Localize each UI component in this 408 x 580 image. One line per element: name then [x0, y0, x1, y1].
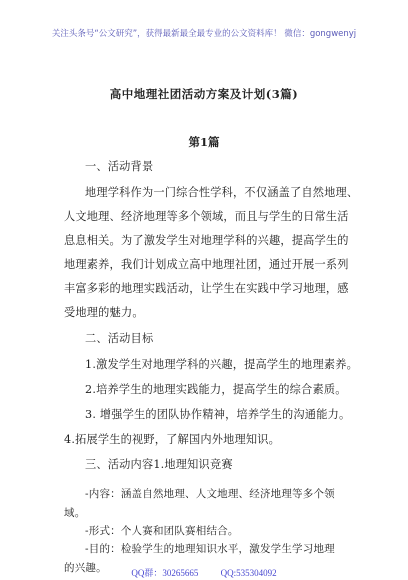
- paragraph-line: 地理学科作为一门综合性学科，不仅涵盖了自然地理、: [85, 186, 359, 199]
- header-note: 关注头条号“公文研究”，获得最新最全最专业的公文资料库！ 微信：gongwenyj: [51, 29, 357, 39]
- paragraph-line: 地理素养，我们计划成立高中地理社团，通过开展一系列: [64, 258, 349, 271]
- content-detail-line: 域。: [64, 507, 86, 519]
- section-heading-background: 一、活动背景: [85, 160, 154, 173]
- content-detail-line: -形式：个人赛和团队赛相结合。: [85, 525, 239, 537]
- paragraph-line: 丰富多彩的地理实践活动，让学生在实践中学习地理，感: [64, 282, 349, 295]
- footer-contact: [0, 566, 408, 579]
- footer-qq: QQ:535304092: [220, 568, 277, 578]
- paragraph-line: 受地理的魅力。: [64, 306, 144, 319]
- content-detail-line: 的兴趣。: [64, 562, 107, 574]
- goal-item: 2.培养学生的地理实践能力，提高学生的综合素质。: [85, 383, 347, 396]
- paragraph-line: 人文地理、经济地理等多个领域，而且与学生的日常生活: [64, 210, 349, 223]
- section-heading-content: 三、活动内容1.地理知识竞赛: [85, 458, 233, 471]
- goal-item: 3. 增强学生的团队协作精神，培养学生的沟通能力。: [85, 408, 351, 421]
- document-title: 高中地理社团活动方案及计划(3篇): [109, 87, 299, 101]
- paragraph-line: 息息相关。为了激发学生对地理学科的兴趣，提高学生的: [64, 234, 349, 247]
- content-detail-line: -目的：检验学生的地理知识水平，激发学生学习地理: [85, 543, 335, 555]
- footer-qq-group: QQ群：30265665: [131, 568, 199, 578]
- goal-item: 1.激发学生对地理学科的兴趣，提高学生的地理素养。: [85, 358, 358, 371]
- goal-item: 4.拓展学生的视野，了解国内外地理知识。: [64, 433, 281, 446]
- content-detail-line: -内容：涵盖自然地理、人文地理、经济地理等多个领: [85, 488, 335, 500]
- part-heading: 第1篇: [188, 135, 220, 149]
- section-heading-goals: 二、活动目标: [85, 332, 154, 345]
